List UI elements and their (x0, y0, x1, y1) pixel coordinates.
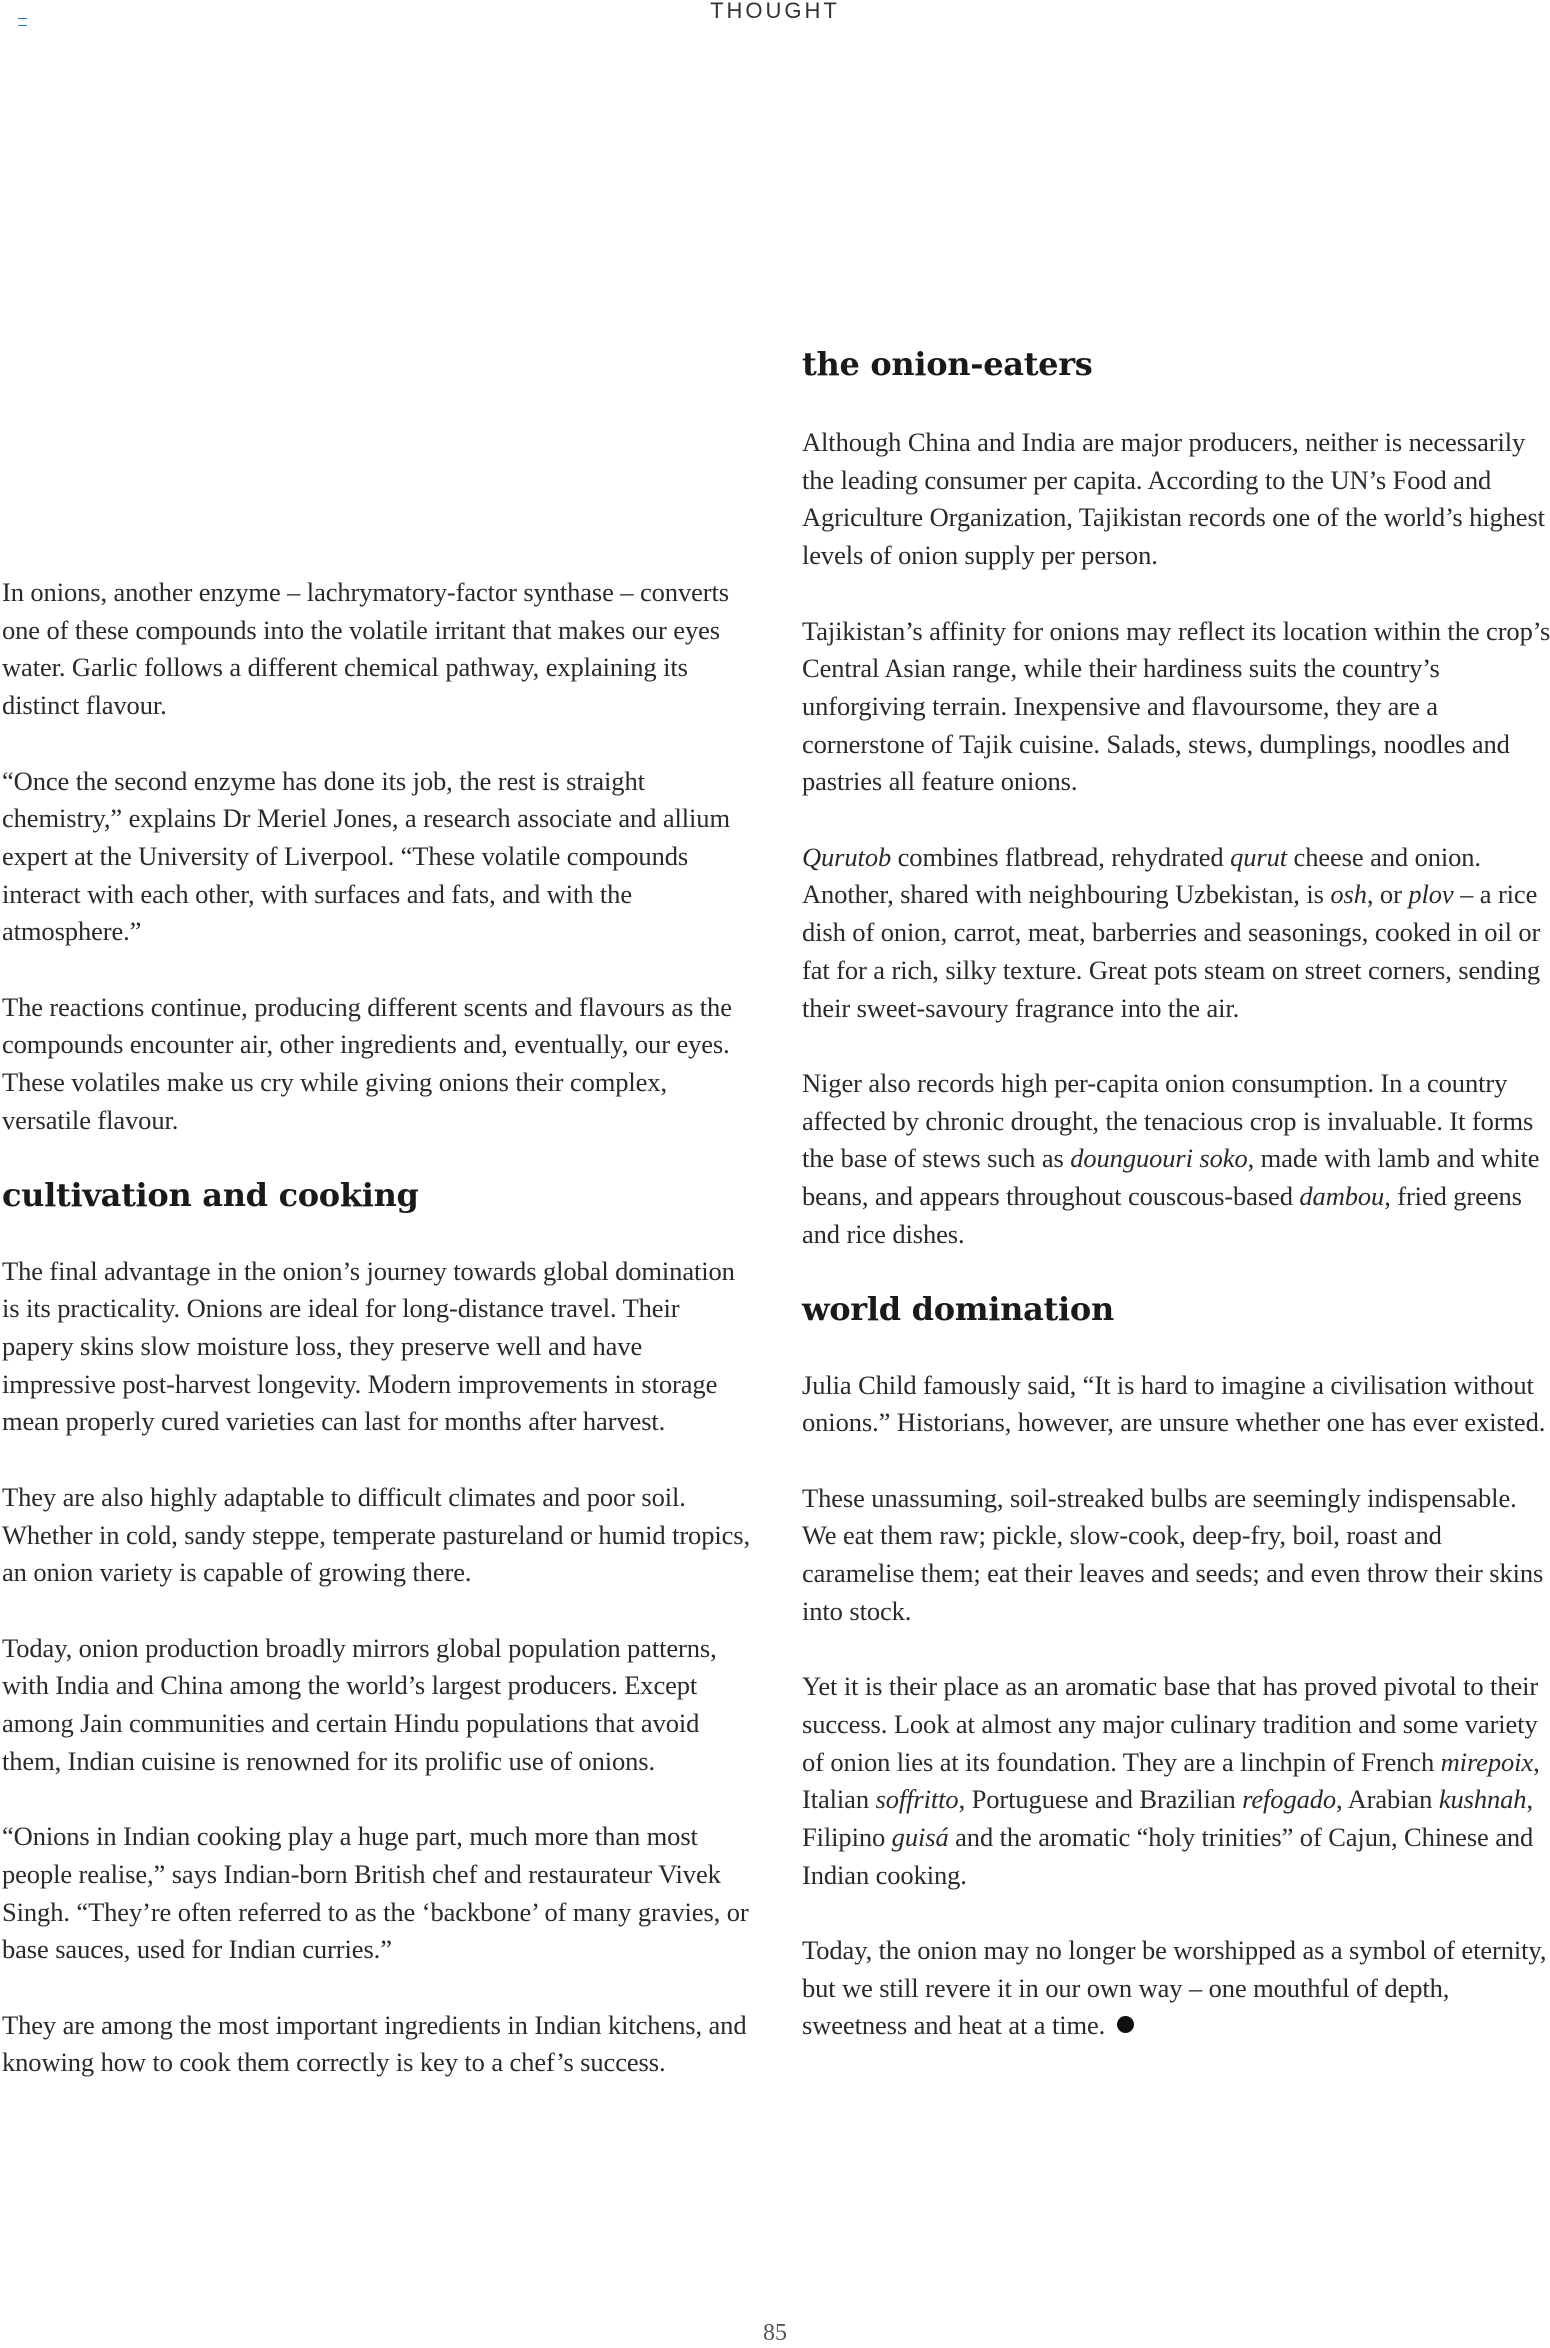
text-run: , or (1366, 879, 1409, 910)
paragraph: The reactions continue, producing different scents and flavours as the compounds encounter air, other ingredients and, eventually, our eyes. These volatiles make us cry while giving onions their complex, versatile flavour. (2, 991, 732, 1135)
text-run: cheese and onion. Another, shared with neighbouring Uzbekistan, is (802, 841, 1481, 910)
text-run: , Portuguese and Brazilian (958, 1784, 1243, 1815)
text-run: , made with lamb and white beans, and appears throughout couscous-based (802, 1143, 1540, 1212)
section-heading-onion-eaters: the onion-eaters (802, 345, 1093, 383)
text-run: Yet it is their place as an aromatic base that has proved pivotal to their success. Look at almost any major culinary tradition and some variety of onion lies at its foundation. They are a linchpin of French (802, 1671, 1539, 1777)
text-run: and the aromatic “holy trinities” of Cajun, Chinese and Indian cooking. (802, 1821, 1534, 1890)
dish-name: qurut (1230, 841, 1288, 872)
text-run: – a rice dish of onion, carrot, meat, barberries and seasonings, cooked in oil or fat for a rich, silky texture. Great pots steam on street corners, sending their sweet-savoury fragrance into the air. (802, 879, 1541, 1023)
dish-name: refogado (1242, 1784, 1337, 1815)
paragraph (802, 839, 1550, 1028)
left-column (2, 574, 754, 2120)
page-number: 85 (763, 2320, 787, 2346)
paragraph: They are also highly adaptable to difficult climates and poor soil. Whether in cold, sandy steppe, temperate pastureland or humid tropics, an onion variety is capable of growing there. (2, 1481, 751, 1588)
paragraph: They are among the most important ingredients in Indian kitchens, and knowing how to cook them correctly is key to a chef’s success. (2, 2009, 747, 2078)
paragraph: “Once the second enzyme has done its job, the rest is straight chemistry,” explains Dr Meriel Jones, a research associate and allium expert at the University of Liverpool. “These volatile compounds interact with each other, with surfaces and fats, and with the atmosphere.” (2, 765, 730, 947)
paragraph: “Onions in Indian cooking play a huge part, much more than most people realise,” says Indian-born British chef and restaurateur Vivek Singh. “They’re often referred to as the ‘backbone’ of many gravies, or base sauces, used for Indian curries.” (2, 1821, 749, 1965)
dish-name: osh (1330, 879, 1367, 910)
text-run: Niger also records high per-capita onion consumption. In a country affected by chronic drought, the tenacious crop is invaluable. It forms the base of stews such as (802, 1067, 1534, 1174)
text-run: , Filipino (802, 1784, 1533, 1852)
paragraph: Today, onion production broadly mirrors global population patterns, with India and China among the world’s largest producers. Except among Jain communities and certain Hindu populations that avoid them, Indian cuisine is renowned for its prolific use of onions. (2, 1632, 717, 1776)
dish-name: mirepoix (1440, 1746, 1534, 1777)
dish-name: Qurutob (802, 841, 892, 872)
paragraph: The final advantage in the onion’s journey towards global domination is its practicality. Onions are ideal for long-distance travel. Their papery skins slow moisture loss, they preserve well and have impressive post-harvest longevity. Modern improvements in storage mean properly cured varieties can last for months after harvest. (2, 1255, 735, 1437)
dish-name: kushnah (1438, 1784, 1527, 1815)
dish-name: soffritto (875, 1784, 959, 1815)
running-header: THOUGHT (710, 0, 840, 23)
dish-name: guisá (891, 1821, 949, 1852)
text-run: , fried greens and rice dishes. (802, 1181, 1522, 1249)
text-run: , Italian (802, 1746, 1540, 1815)
section-heading-world-domination: world domination (802, 1290, 1114, 1329)
paragraph: Tajikistan’s affinity for onions may reflect its location within the crop’s Central Asian range, while their hardiness suits the country’s unforgiving terrain. Inexpensive and flavoursome, they are a cornerstone of Tajik cuisine. Salads, stews, dumplings, noodles and pastries all feature onions. (802, 615, 1550, 797)
paragraph: Although China and India are major producers, neither is necessarily the leading consumer per capita. According to the UN’s Food and Agriculture Organization, Tajikistan records one of the world’s highest levels of onion supply per person. (802, 427, 1545, 571)
paragraph: In onions, another enzyme – lachrymatory-factor synthase – converts one of these compounds into the volatile irritant that makes our eyes water. Garlic follows a different chemical pathway, explaining its distinct flavour. (2, 577, 729, 721)
right-column-body (802, 424, 1550, 2083)
end-of-article-bullet-icon (1117, 2016, 1134, 2033)
dish-name: dambou (1299, 1181, 1385, 1212)
text-run: combines flatbread, rehydrated (891, 841, 1231, 872)
paragraph: These unassuming, soil-streaked bulbs are seemingly indispensable. We eat them raw; pickle, slow-cook, deep-fry, boil, roast and caramelise them; eat their leaves and seeds; and even throw their skins into stock. (802, 1482, 1544, 1626)
text-run: , Arabian (1336, 1784, 1439, 1815)
paragraph (802, 1065, 1550, 1254)
paragraph: Julia Child famously said, “It is hard to imagine a civilisation without onions.” Historians, however, are unsure whether one has ever existed. (802, 1369, 1546, 1438)
section-heading-cultivation: cultivation and cooking (2, 1176, 419, 1215)
text-run: Today, the onion may no longer be worshipped as a symbol of eternity, but we still revere it in our own way – one mouthful of depth, sweetness and heat at a time. (802, 1935, 1547, 2041)
dish-name: plov (1408, 879, 1454, 910)
dish-name: dounguouri soko (1070, 1143, 1248, 1174)
paragraph (802, 1932, 1550, 2045)
paragraph (802, 1668, 1550, 1894)
